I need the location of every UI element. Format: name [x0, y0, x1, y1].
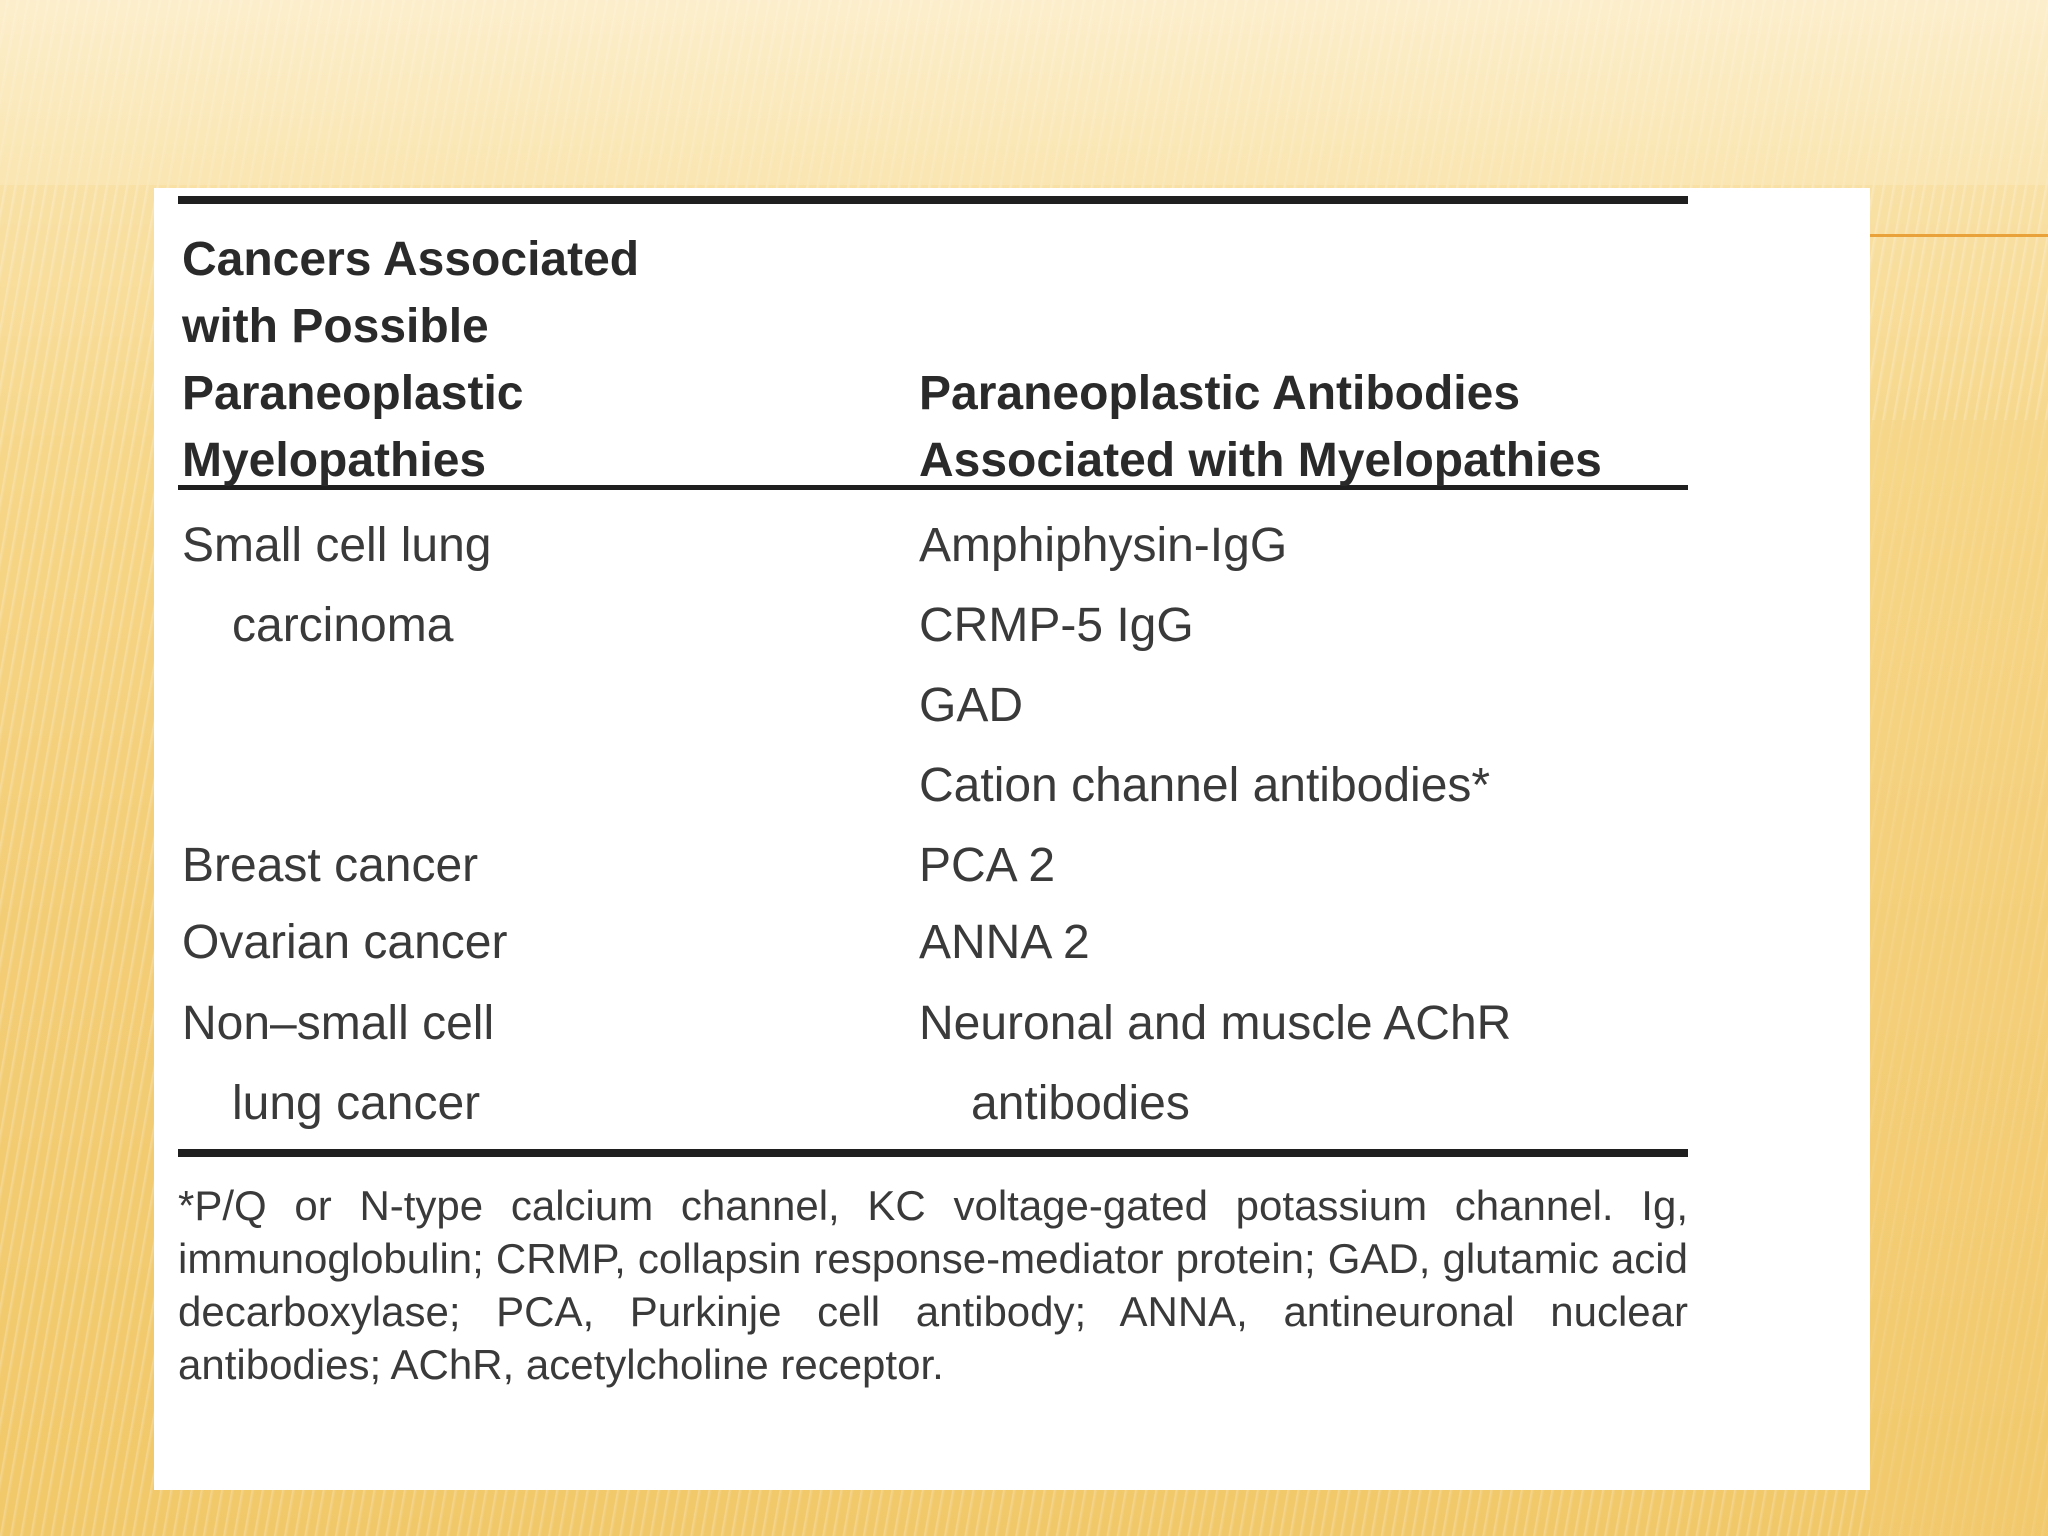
accent-line: [1870, 234, 2048, 237]
header-cancers-line: Paraneoplastic: [182, 367, 524, 420]
cancer-cell: Breast cancer: [182, 839, 479, 892]
antibody-cell: antibodies: [971, 1077, 1190, 1130]
paraneoplastic-table: [178, 196, 1688, 1391]
antibody-cell: CRMP-5 IgG: [919, 599, 1194, 652]
slide-right-band: [1870, 420, 2048, 1536]
header-antibodies-line: Paraneoplastic Antibodies: [919, 367, 1521, 420]
antibody-cell: ANNA 2: [919, 916, 1090, 969]
slide-top-band: [0, 0, 2048, 185]
header-antibodies-line: Associated with Myelopathies: [919, 434, 1602, 487]
cancer-cell: Small cell lung: [182, 519, 492, 572]
antibody-cell: PCA 2: [919, 839, 1056, 892]
header-cancers-line: with Possible: [182, 300, 489, 353]
antibody-cell: GAD: [919, 679, 1024, 732]
cancer-cell: Ovarian cancer: [182, 916, 508, 969]
header-antibodies: [919, 360, 1699, 494]
table-footnote: *P/Q or N-type calcium channel, KC voltage-gated potassium channel. Ig, immunoglobulin; CRMP, collapsin response-mediator protein; GAD, glutamic acid decarboxylase; PCA, Purkinje cell antibody; ANNA, antineuronal nuclear antibodies; AChR, acetylcholine receptor.: [178, 1182, 1688, 1388]
header-cancers: [182, 226, 882, 494]
cancer-cell: lung cancer: [232, 1077, 481, 1130]
header-cancers-line: Cancers Associated: [182, 233, 640, 286]
antibody-cell: Cation channel antibodies*: [919, 759, 1491, 812]
cancer-cell: carcinoma: [232, 599, 454, 652]
antibody-cell: Amphiphysin-IgG: [919, 519, 1288, 572]
table-body: [178, 490, 1688, 1149]
table-top-rule: [178, 196, 1688, 204]
table-panel: [154, 188, 1870, 1490]
antibody-cell: Neuronal and muscle AChR: [919, 997, 1512, 1050]
table-header: [178, 204, 1688, 485]
cancer-cell: Non–small cell: [182, 997, 495, 1050]
table-bottom-rule: [178, 1149, 1688, 1157]
header-cancers-line: Myelopathies: [182, 434, 487, 487]
